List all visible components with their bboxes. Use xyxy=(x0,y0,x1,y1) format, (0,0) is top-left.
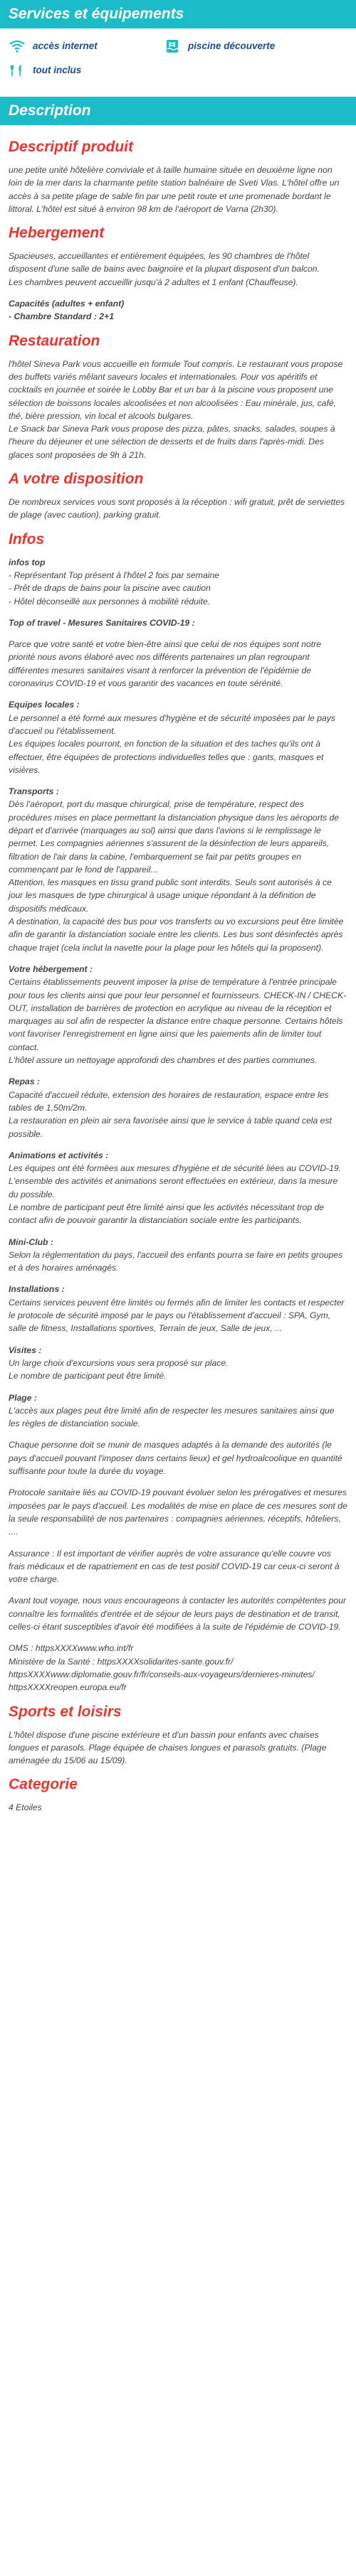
capacity-block xyxy=(9,297,347,324)
link-sante[interactable]: Ministère de la Santé : httpsXXXXsolidarites-sante.gouv.fr/ xyxy=(9,1656,234,1667)
infos-top-title: infos top xyxy=(9,557,46,567)
service-label: tout inclus xyxy=(33,64,82,75)
block-line: Les équipes ont été formées aux mesures d'hygiène et de sécurité liées au COVID-19. xyxy=(9,1163,342,1174)
infos-heading: Infos xyxy=(9,530,45,547)
link-diplomatie[interactable]: httpsXXXXwww.diplomatie.gouv.fr/fr/conseils-aux-voyageurs/dernieres-minutes/ xyxy=(9,1669,315,1679)
services-row xyxy=(9,34,347,58)
block-line: Dès l'aéroport, port du masque chirurgical, prise de température, respect des procédures mises en place permettant la distanciation physique dans les aéroports de départ et d'arrivée (marquages au sol) ainsi que dans l'avions si le remplissage le permet. Les compagnies aériennes s'assurent de la désinfection de leurs appareils, filtration de l'air dans la cabine, l'embarquement se fait par petits groupes en commençant par le fond de l'appareil... xyxy=(9,799,340,875)
block-title: Plage : xyxy=(9,1392,37,1403)
services-title: Services et équipements xyxy=(9,6,184,22)
block-line: Certains services peuvent être limités ou fermés afin de limiter les contacts et respecter le protocole de sécurité imposé par le pays ou l'établissement d'accueil : SPA, Gym, salle de fitness, Installations sportives, Terrain de jeux, Salle de jeux, ... xyxy=(9,1297,345,1334)
block-line: Le nombre de participant peut être limité ainsi que les activités nécessitant trop de contact afin de pouvoir garantir la distanciation sociale entre les participants. xyxy=(9,1202,325,1226)
pool-icon xyxy=(164,39,181,53)
sports-text: L'hôtel dispose d'une piscine extérieure et d'un bassin pour enfants avec chaises longues et parasols. Plage équipée de chaises longues et parasols gratuits. (Plage aménagée du 15/06 au 15/09). xyxy=(9,1729,327,1766)
extra-paragraph: Chaque personne doit se munir de masques adaptés à la demande des autorités (le pays d'accueil pouvant l'imposer dans certains lieux) et gel hydroalcoolique en quantité suffisante pour toute la durée du voyage. xyxy=(9,1440,342,1477)
infos-top-item: - Représentant Top présent à l'hôtel 2 fois par semaine xyxy=(9,570,219,580)
hebergement-text-1: Spacieuses, accueillantes et entièrement équipées, les 90 chambres de l'hôtel disposent d'une salle de bains avec baignoire et la plupart disposent d'un balcon. xyxy=(9,251,320,274)
infos-top-list xyxy=(9,556,347,608)
service-item-internet xyxy=(9,39,164,53)
block-title: Votre hébergement : xyxy=(9,963,93,974)
restauration-text xyxy=(9,358,347,461)
disposition-heading: A votre disposition xyxy=(9,471,144,488)
sports-heading: Sports et loisirs xyxy=(9,1703,122,1720)
block-line: Le personnel a été formé aux mesures d'hygiène et de sécurité imposées par le pays d'accueil ou l'établissement. xyxy=(9,712,335,736)
categorie-value: 4 Etoiles xyxy=(9,1802,42,1813)
block-line: L'accès aux plages peut être limité afin de respecter les mesures sanitaires ainsi que les règles de distanciation sociale. xyxy=(9,1405,335,1429)
covid-block xyxy=(9,785,347,954)
infos-top-item: - Hôtel déconseillé aux personnes à mobilité réduite. xyxy=(9,596,211,606)
block-title: Repas : xyxy=(9,1076,41,1087)
block-line: L'hôtel assure un nettoyage approfondi des chambres et des parties communes. xyxy=(9,1055,318,1066)
covid-block xyxy=(9,698,347,776)
covid-block xyxy=(9,963,347,1067)
extra-paragraph: Avant tout voyage, nous vous encourageons à contacter les autorités compétentes pour connaître les formalités d'entrée et de séjour de leurs pays de destination et de transit, celles-ci étant susceptibles d'avoir été modifiées à la suite de l'épidémie de COVID-19. xyxy=(9,1596,347,1632)
extra-paragraph: Assurance : Il est important de vérifier auprès de votre assurance qu'elle couvre vos frais médicaux et de rapatriement en cas de test positif COVID-19 car ceux-ci seront à votre charge. xyxy=(9,1548,340,1585)
descriptif-heading: Descriptif produit xyxy=(9,139,134,155)
restauration-heading: Restauration xyxy=(9,332,100,349)
capacity-value: - Chambre Standard : 2+1 xyxy=(9,311,114,322)
block-line: Le nombre de participant peut être limité. xyxy=(9,1371,167,1381)
description-header xyxy=(0,97,356,125)
covid-block xyxy=(9,1075,347,1140)
covid-blocks xyxy=(9,698,347,1430)
hebergement-text-2: Les chambres peuvent accueillir jusqu'à 2 adultes et 1 enfant (Chauffeuse). xyxy=(9,277,298,287)
link-oms[interactable]: OMS : httpsXXXXwww.who.int/fr xyxy=(9,1643,134,1654)
block-title: Transports : xyxy=(9,786,59,797)
block-title: Equipes locales : xyxy=(9,700,80,710)
extra-paragraph: Protocole sanitaire liés au COVID-19 pouvant évoluer selon les prérogatives et mesures imposées par le pays d'accueil. Les modalités de mise en place de ces mesures sont de la seule responsabilité de nos partenaires : compagnies aériennes, réceptifs, hôteliers, .... xyxy=(9,1487,347,1537)
restauration-text-1: l'hôtel Sineva Park vous accueille en formule Tout compris. Le restaurant vous propose des buffets variés mêlant saveurs locales et internationales. Pour vos apéritifs et cocktails en journée et soirée le Lobby Bar et un bar à la piscine vous proposent une sélection de boissons locales alcoolisées et non alcoolisées : Eau minérale, jus, café, thé, bière pression, vin local et alcools bulgares. xyxy=(9,358,343,421)
block-title: Animations et activités : xyxy=(9,1150,109,1160)
covid-block xyxy=(9,1149,347,1227)
block-line: Certains établissements peuvent imposer la prise de température à l'entrée principale pour tous les clients ainsi que pour leur personnel et fournisseurs. CHECK-IN / CHECK-OUT, installation de barrières de protection en acrylique au niveau de la réception et marquages au sol afin de respecter la distance entre chaque personne. Certains hôtels vont favoriser l'enregistrement en ligne ainsi que les paiements afin de limiter tout contact. xyxy=(9,977,347,1052)
block-title: Mini-Club : xyxy=(9,1236,53,1247)
block-title: Visites : xyxy=(9,1345,42,1355)
covid-block xyxy=(9,1344,347,1383)
categorie-heading: Categorie xyxy=(9,1776,78,1793)
covid-block xyxy=(9,1236,347,1275)
service-item-pool xyxy=(164,39,319,53)
capacity-title: Capacités (adultes + enfant) xyxy=(9,299,125,309)
block-line: Attention, les masques en tissu grand public sont interdits. Seuls sont autorisés à ce jour les masques de type chirurgical à usage unique répondant à la définition de dispositifs médicaux. xyxy=(9,877,332,914)
disposition-text: De nombreux services vous sont proposés à la réception : wifi gratuit, prêt de serviettes de plage (avec caution), parking gratuit. xyxy=(9,497,345,520)
block-title: Installations : xyxy=(9,1284,65,1295)
services-header xyxy=(0,0,356,28)
hebergement-heading: Hebergement xyxy=(9,225,105,242)
covid-intro: Parce que votre santé et votre bien-être ainsi que celui de nos équipes sont notre priorité nous avons élaboré avec nos différents partenaires un plan regroupant différentes mesures sanitaires visant à renforcer la prévention de l'épidémie de coronavirus COVID-19 et vous garantir des vacances en toute sérénité. xyxy=(9,639,322,689)
services-list xyxy=(0,28,356,87)
links-block xyxy=(9,1642,347,1694)
description-content xyxy=(0,125,356,1826)
covid-block xyxy=(9,1391,347,1431)
hebergement-text xyxy=(9,250,347,289)
block-line: Selon la réglementation du pays, l'accueil des enfants pourra se faire en petits groupes et à des horaires aménagés. xyxy=(9,1249,343,1273)
wifi-icon xyxy=(9,39,26,53)
covid-block xyxy=(9,1283,347,1335)
services-row xyxy=(9,58,347,82)
block-line: La restauration en plein air sera favorisée ainsi que le service à table quand cela est possible. xyxy=(9,1116,332,1139)
block-line: A destination, la capacité des bus pour vos transferts ou vo excursions peut être limitée afin de garantir la distanciation sociale entre les clients. Les bus sont désinfectés après chaque trajet (cela inclut la navette pour la plage pour les hôtels qui la proposent). xyxy=(9,916,344,953)
all-inclusive-icon xyxy=(9,63,26,78)
block-line: Capacité d'accueil réduite, extension des horaires de restauration, espace entre les tables de 1,50m/2m. xyxy=(9,1089,329,1113)
covid-title: Top of travel - Mesures Sanitaires COVID-19 : xyxy=(9,617,195,628)
link-reopen[interactable]: httpsXXXXreopen.europa.eu/fr xyxy=(9,1682,127,1693)
service-item-all-inclusive xyxy=(9,63,164,78)
service-label: piscine découverte xyxy=(188,40,276,51)
block-line: L'ensemble des activités et animations seront effectuées en extérieur, dans la mesure du possible. xyxy=(9,1176,338,1199)
description-title: Description xyxy=(9,102,91,119)
infos-top-item: - Prêt de draps de bains pour la piscine avec caution xyxy=(9,583,211,594)
restauration-text-2: Le Snack bar Sineva Park vous propose des pizza, pâtes, snacks, salades, soupes à l'heure du déjeuner et une sélection de desserts et de fruits dans l'après-midi. Des glaces sont proposées de 9h à 21h. xyxy=(9,424,335,460)
block-line: Un large choix d'excursions vous sera proposé sur place. xyxy=(9,1357,229,1368)
descriptif-text: une petite unité hôtelière conviviale et à taille humaine située en deuxième ligne non loin de la mer dans la charmante petite station balnéaire de Sveti Vlas. L'hôtel offre un accès à sa petite plage de sable fin par une petit route et une promenade bordant le littoral. L'hôtel est situé à environ 98 km de l'aéroport de Varna (2h30). xyxy=(9,165,340,214)
block-line: Les équipes locales pourront, en fonction de la situation et des taches qu'ils ont à effectuer, être équipées de protections individuelles telles que : gants, masques et visières. xyxy=(9,739,324,775)
service-label: accès internet xyxy=(33,40,98,51)
